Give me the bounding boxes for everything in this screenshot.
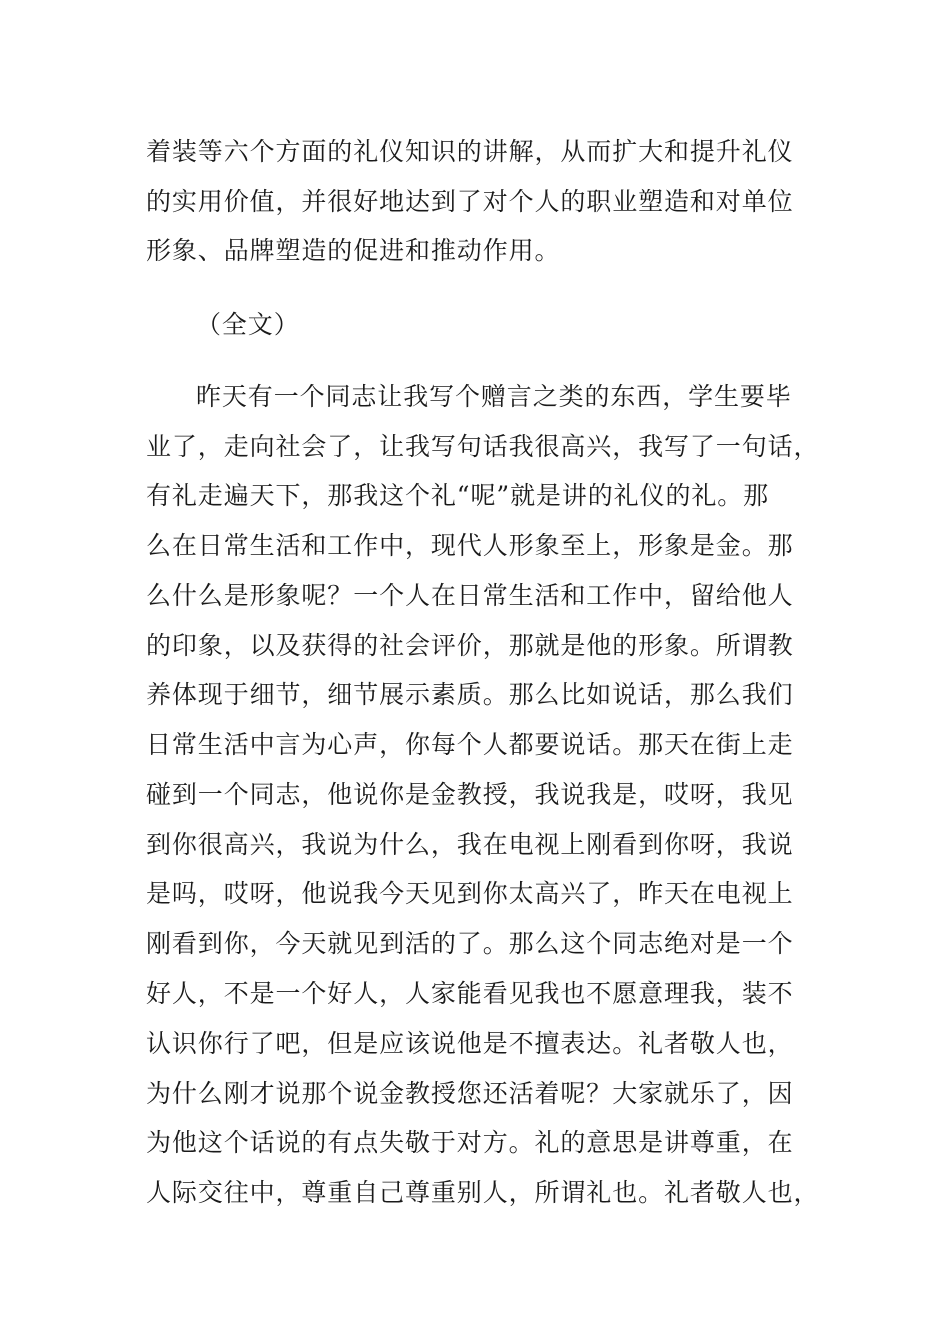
body-line-5: 么什么是形象呢？一个人在日常生活和工作中，留给他人 xyxy=(146,581,794,610)
body-line-1: 昨天有一个同志让我写个赠言之类的东西，学生要毕 xyxy=(196,382,792,411)
intro-line-1: 着装等六个方面的礼仪知识的讲解，从而扩大和提升礼仪 xyxy=(146,137,794,166)
body-line-8: 日常生活中言为心声，你每个人都要说话。那天在街上走 xyxy=(146,730,794,759)
body-line-9: 碰到一个同志，他说你是金教授，我说我是，哎呀，我见 xyxy=(146,780,794,809)
body-line-6: 的印象，以及获得的社会评价，那就是他的形象。所谓教 xyxy=(146,631,794,660)
body-line-13: 好人，不是一个好人，人家能看见我也不愿意理我，装不 xyxy=(146,979,794,1008)
body-line-4: 么在日常生活和工作中，现代人形象至上，形象是金。那 xyxy=(146,531,794,560)
intro-line-3: 形象、品牌塑造的促进和推动作用。 xyxy=(146,236,561,265)
body-line-7: 养体现于细节，细节展示素质。那么比如说话，那么我们 xyxy=(146,680,794,709)
intro-line-2: 的实用价值，并很好地达到了对个人的职业塑造和对单位 xyxy=(146,187,794,216)
body-line-12: 刚看到你，今天就见到活的了。那么这个同志绝对是一个 xyxy=(146,929,794,958)
section-heading: （全文） xyxy=(196,310,300,339)
body-line-14: 认识你行了吧，但是应该说他是不擅表达。礼者敬人也， xyxy=(146,1029,794,1058)
body-line-16: 为他这个话说的有点失敬于对方。礼的意思是讲尊重，在 xyxy=(146,1128,794,1157)
body-line-17: 人际交往中，尊重自己尊重别人，所谓礼也。礼者敬人也， xyxy=(146,1178,820,1207)
body-line-11: 是吗，哎呀，他说我今天见到你太高兴了，昨天在电视上 xyxy=(146,879,794,908)
body-line-3: 有礼走遍天下，那我这个礼“呢”就是讲的礼仪的礼。那 xyxy=(146,481,770,510)
body-line-15: 为什么刚才说那个说金教授您还活着呢？大家就乐了，因 xyxy=(146,1079,794,1108)
body-line-10: 到你很高兴，我说为什么，我在电视上刚看到你呀，我说 xyxy=(146,830,794,859)
body-line-2: 业了，走向社会了，让我写句话我很高兴，我写了一句话， xyxy=(146,432,820,461)
